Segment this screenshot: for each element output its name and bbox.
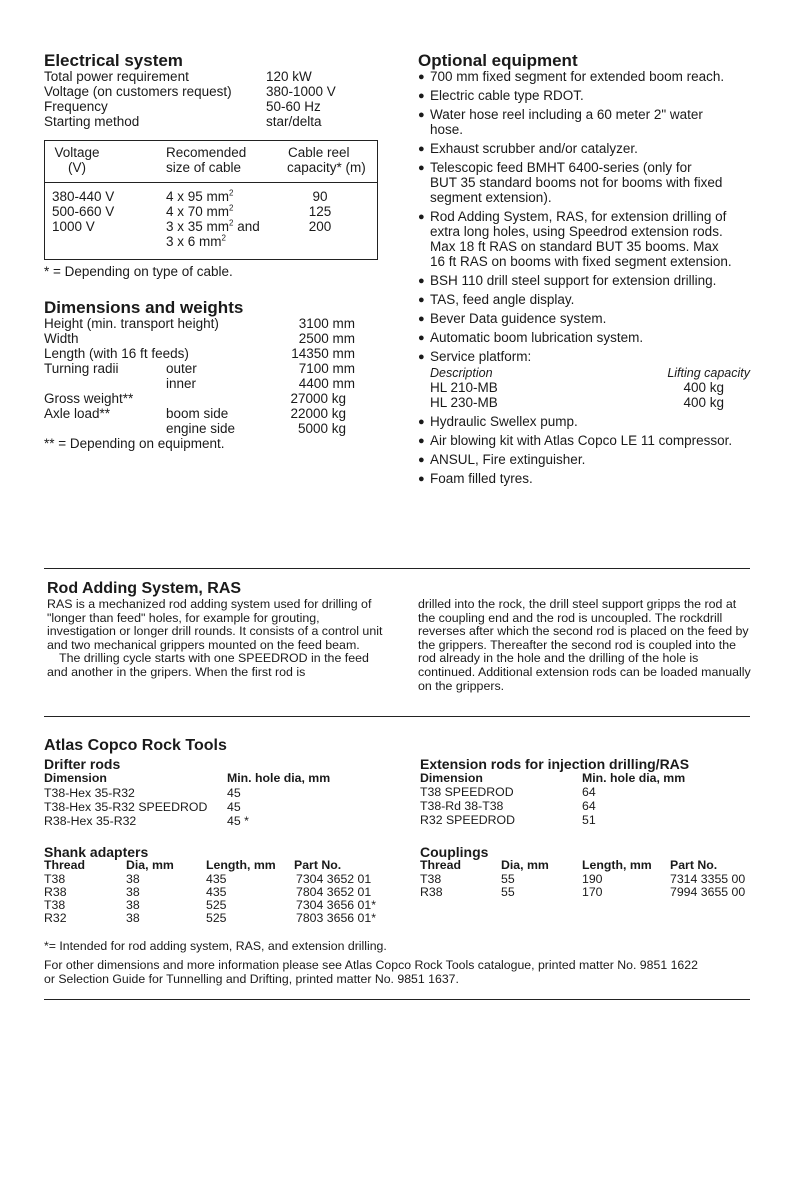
header-voltage-unit: (V) [68, 160, 86, 175]
power-label: Total power requirement [44, 69, 189, 84]
equipment-footnote: ** = Depending on equipment. [44, 436, 225, 451]
more-info-line-2: or Selection Guide for Tunnelling and Drifting, printed matter No. 9851 1637. [44, 972, 459, 986]
shank-thread: R32 [44, 911, 67, 925]
couplings-part: 7314 3355 00 [670, 872, 746, 886]
height-value: 3100 mm [298, 316, 355, 331]
optional-item: BSH 110 drill steel support for extension drilling. [430, 273, 717, 288]
couplings-col-dia: Dia, mm [501, 858, 549, 872]
starting-label: Starting method [44, 114, 140, 129]
drifter-dim: T38-Hex 35-R32 SPEEDROD [44, 800, 208, 814]
bullet-icon: ● [418, 275, 425, 287]
optional-item: Hydraulic Swellex pump. [430, 414, 578, 429]
bullet-icon: ● [418, 71, 425, 83]
cable-row-3-text: 3 x 35 mm [166, 219, 230, 234]
extension-hole: 64 [582, 799, 596, 813]
frequency-value: 50-60 Hz [266, 99, 321, 114]
drifter-hole: 45 [227, 786, 241, 800]
boom-side-value: 22000 kg [290, 406, 346, 421]
header-cable-size: size of cable [166, 160, 242, 175]
optional-item: Telescopic feed BMHT 6400-series (only for [430, 160, 692, 175]
platform-model-1: HL 210-MB [430, 380, 498, 395]
boom-side-label: boom side [166, 406, 229, 421]
superscript: 2 [229, 188, 234, 198]
bullet-icon: ● [418, 162, 425, 174]
reel-row-2: 125 [308, 204, 332, 219]
voltage-value: 380-1000 V [266, 84, 336, 99]
optional-item: TAS, feed angle display. [430, 292, 575, 307]
platform-cap-header: Lifting capacity [667, 366, 750, 380]
shank-dia: 38 [126, 885, 140, 899]
bullet-icon: ● [418, 351, 425, 363]
width-label: Width [44, 331, 79, 346]
platform-desc-header: Description [430, 366, 493, 380]
engine-side-label: engine side [166, 421, 236, 436]
shank-length: 525 [206, 898, 227, 912]
ras-paragraph-2: The drilling cycle starts with one SPEEDROD in the feed and another in the gripers. When the first rod is [47, 651, 369, 679]
cable-row-1 [166, 189, 233, 204]
couplings-dia: 55 [501, 872, 515, 886]
optional-item: Rod Adding System, RAS, for extension drilling of [430, 209, 727, 224]
header-voltage: Voltage [54, 145, 100, 160]
shank-thread: T38 [44, 898, 66, 912]
bullet-icon: ● [418, 143, 425, 155]
header-cable: Recomended [166, 145, 247, 160]
cable-row-2-text: 4 x 70 mm [166, 204, 230, 219]
extension-dim: T38-Rd 38-T38 [420, 799, 504, 813]
extension-hole: 51 [582, 813, 596, 827]
cable-row-4 [166, 234, 226, 249]
bullet-icon: ● [418, 313, 425, 325]
outer-value: 7100 mm [298, 361, 355, 376]
couplings-dia: 55 [501, 885, 515, 899]
optional-item: Service platform: [430, 349, 532, 364]
turning-label: Turning radii [44, 361, 119, 376]
extension-hole: 64 [582, 785, 596, 799]
bullet-icon: ● [418, 109, 425, 121]
axle-label: Axle load** [44, 406, 111, 421]
couplings-length: 170 [582, 885, 603, 899]
dimensions-title: Dimensions and weights [44, 298, 244, 317]
reel-row-1: 90 [312, 189, 328, 204]
optional-item-cont: 16 ft RAS on booms with fixed segment extension. [430, 254, 732, 269]
couplings-col-length: Length, mm [582, 858, 652, 872]
voltage-row-1: 380-440 V [52, 189, 115, 204]
shank-part: 7304 3652 01 [296, 872, 372, 886]
bullet-icon: ● [418, 435, 425, 447]
optional-item-cont: hose. [430, 122, 464, 137]
inner-value: 4400 mm [298, 376, 355, 391]
ras-right-column: drilled into the rock, the drill steel support gripps the rod at the coupling end and the rod is uncoupled. The rockdrill reverses after which the second rod is placed on the feed by the grippers. Thereafter the second rod is coupled into the rod already in the hole and the drilling of the hole is continued. Additional extension rods can be loaded manually on the grippers. [418, 597, 751, 693]
shank-length: 525 [206, 911, 227, 925]
header-reel-cap: capacity* (m) [287, 160, 366, 175]
cable-row-3-and: and [233, 219, 260, 234]
shank-dia: 38 [126, 911, 140, 925]
gross-value: 27000 kg [290, 391, 346, 406]
superscript: 2 [221, 233, 226, 243]
optional-item: Air blowing kit with Atlas Copco LE 11 compressor. [430, 433, 733, 448]
optional-item: ANSUL, Fire extinguisher. [430, 452, 586, 467]
electrical-title: Electrical system [44, 51, 183, 70]
extension-col-dimension: Dimension [420, 771, 483, 785]
optional-item: Electric cable type RDOT. [430, 88, 584, 103]
couplings-col-thread: Thread [420, 858, 461, 872]
shank-col-dia: Dia, mm [126, 858, 174, 872]
bullet-icon: ● [418, 473, 425, 485]
divider-line [44, 716, 750, 717]
voltage-row-2: 500-660 V [52, 204, 115, 219]
optional-item: Bever Data guidence system. [430, 311, 607, 326]
drifter-dim: R38-Hex 35-R32 [44, 814, 137, 828]
bullet-icon: ● [418, 211, 425, 223]
shank-dia: 38 [126, 898, 140, 912]
optional-item-cont: extra long holes, using Speedrod extension rods. [430, 224, 723, 239]
optional-title: Optional equipment [418, 51, 578, 70]
height-label: Height (min. transport height) [44, 316, 219, 331]
voltage-label: Voltage (on customers request) [44, 84, 232, 99]
shank-dia: 38 [126, 872, 140, 886]
optional-item-cont: BUT 35 standard booms not for booms with fixed [430, 175, 723, 190]
divider-line [44, 999, 750, 1000]
cable-footnote: * = Depending on type of cable. [44, 264, 233, 279]
shank-length: 435 [206, 872, 227, 886]
drifter-col-hole: Min. hole dia, mm [227, 771, 331, 785]
shank-length: 435 [206, 885, 227, 899]
shank-part: 7804 3652 01 [296, 885, 372, 899]
superscript: 2 [229, 203, 234, 213]
platform-cap-2: 400 kg [683, 395, 724, 410]
engine-side-value: 5000 kg [297, 421, 346, 436]
drifter-hole: 45 * [227, 814, 249, 828]
cable-row-3 [166, 219, 260, 234]
optional-item-cont: Max 18 ft RAS on standard BUT 35 booms. Max [430, 239, 719, 254]
frequency-label: Frequency [44, 99, 108, 114]
optional-item: Water hose reel including a 60 meter 2" water [430, 107, 703, 122]
optional-item: Foam filled tyres. [430, 471, 533, 486]
bullet-icon: ● [418, 90, 425, 102]
power-value: 120 kW [266, 69, 312, 84]
starting-value: star/delta [266, 114, 322, 129]
superscript: 2 [229, 218, 234, 228]
ras-paragraph-1: RAS is a mechanized rod adding system used for drilling of "longer than feed" holes, for example for grouting, investigation or longer drill rounds. It consists of a control unit and two mechanical grippers mounted on the feed beam. [47, 597, 383, 652]
extension-title: Extension rods for injection drilling/RAS [420, 756, 690, 772]
couplings-thread: T38 [420, 872, 442, 886]
bullet-icon: ● [418, 294, 425, 306]
bullet-icon: ● [418, 454, 425, 466]
table-header-divider [45, 182, 377, 183]
bullet-icon: ● [418, 332, 425, 344]
voltage-table [44, 140, 378, 260]
ras-footnote: *= Intended for rod adding system, RAS, and extension drilling. [44, 939, 387, 953]
ras-left-column [47, 598, 387, 680]
optional-item: Exhaust scrubber and/or catalyzer. [430, 141, 638, 156]
gross-label: Gross weight** [44, 391, 134, 406]
length-value: 14350 mm [291, 346, 355, 361]
shank-part: 7304 3656 01* [296, 898, 377, 912]
couplings-length: 190 [582, 872, 603, 886]
shank-part: 7803 3656 01* [296, 911, 377, 925]
shank-col-part: Part No. [294, 858, 342, 872]
ras-title: Rod Adding System, RAS [47, 580, 242, 597]
extension-dim: T38 SPEEDROD [420, 785, 514, 799]
extension-dim: R32 SPEEDROD [420, 813, 515, 827]
shank-thread: T38 [44, 872, 66, 886]
rock-tools-title: Atlas Copco Rock Tools [44, 737, 227, 754]
shank-col-length: Length, mm [206, 858, 276, 872]
reel-row-3: 200 [308, 219, 332, 234]
shank-title: Shank adapters [44, 844, 149, 860]
shank-thread: R38 [44, 885, 67, 899]
extension-col-hole: Min. hole dia, mm [582, 771, 686, 785]
more-info-line-1: For other dimensions and more information please see Atlas Copco Rock Tools catalogue, printed matter No. 9851 1622 [44, 958, 698, 972]
platform-cap-1: 400 kg [683, 380, 724, 395]
couplings-thread: R38 [420, 885, 443, 899]
couplings-part: 7994 3655 00 [670, 885, 746, 899]
platform-model-2: HL 230-MB [430, 395, 498, 410]
drifter-title: Drifter rods [44, 756, 121, 772]
inner-label: inner [166, 376, 197, 391]
outer-label: outer [166, 361, 197, 376]
optional-item: 700 mm fixed segment for extended boom reach. [430, 69, 725, 84]
optional-item: Automatic boom lubrication system. [430, 330, 644, 345]
drifter-col-dimension: Dimension [44, 771, 107, 785]
couplings-title: Couplings [420, 844, 489, 860]
cable-row-1-text: 4 x 95 mm [166, 189, 230, 204]
optional-item-cont: segment extension). [430, 190, 552, 205]
drifter-hole: 45 [227, 800, 241, 814]
width-value: 2500 mm [298, 331, 355, 346]
divider-line [44, 568, 750, 569]
voltage-row-3: 1000 V [52, 219, 95, 234]
cable-row-2 [166, 204, 233, 219]
bullet-icon: ● [418, 416, 425, 428]
drifter-dim: T38-Hex 35-R32 [44, 786, 135, 800]
header-reel: Cable reel [288, 145, 350, 160]
couplings-col-part: Part No. [670, 858, 718, 872]
length-label: Length (with 16 ft feeds) [44, 346, 189, 361]
shank-col-thread: Thread [44, 858, 85, 872]
cable-row-4-text: 3 x 6 mm [166, 234, 222, 249]
